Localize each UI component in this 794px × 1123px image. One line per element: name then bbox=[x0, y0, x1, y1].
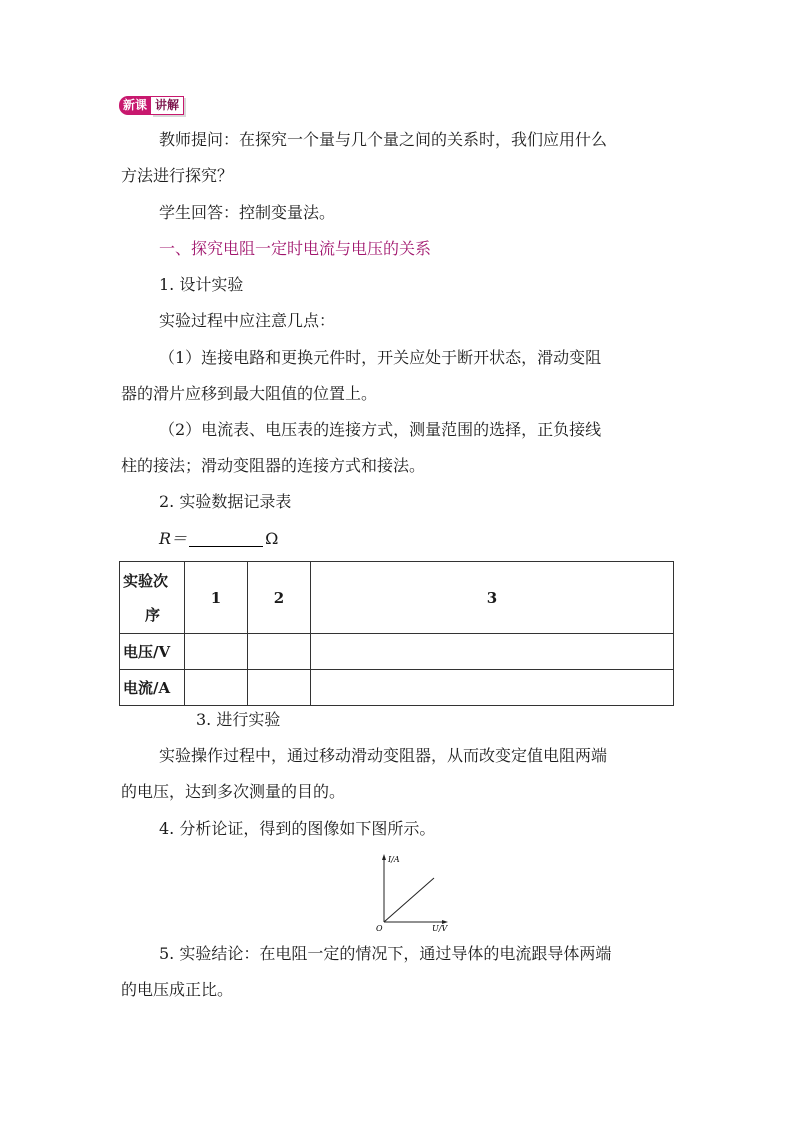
proportional-line bbox=[384, 878, 434, 922]
table-cell bbox=[248, 670, 311, 706]
student-answer: 学生回答：控制变量法。 bbox=[159, 203, 336, 222]
y-axis-arrow bbox=[382, 854, 386, 860]
table-header-row bbox=[120, 562, 674, 634]
header-col-1: 1 bbox=[185, 562, 248, 634]
notes-intro: 实验过程中应注意几点： bbox=[159, 311, 336, 330]
step-3-title: 3. 进行实验 bbox=[196, 710, 281, 729]
table-cell bbox=[311, 670, 674, 706]
conclusion-line1: 5. 实验结论：在电阻一定的情况下，通过导体的电流跟导体两端 bbox=[159, 944, 612, 963]
table-row bbox=[120, 634, 674, 670]
data-record-table bbox=[119, 561, 674, 706]
row-label-voltage: 电压/V bbox=[120, 634, 185, 670]
conclusion-line2: 的电压成正比。 bbox=[121, 980, 234, 999]
header-col-3: 3 bbox=[311, 562, 674, 634]
step-3-text-line2: 的电压，达到多次测量的目的。 bbox=[121, 782, 346, 801]
y-axis-label: I/A bbox=[388, 855, 400, 864]
current-voltage-graph bbox=[372, 852, 452, 932]
note-1-line1: （1）连接电路和更换元件时，开关应处于断开状态，滑动变阻 bbox=[159, 348, 602, 367]
step-2-title: 2. 实验数据记录表 bbox=[159, 492, 292, 511]
origin-label: O bbox=[376, 924, 383, 932]
note-2-line2: 柱的接法；滑动变阻器的连接方式和接法。 bbox=[121, 456, 426, 475]
teacher-question-line2: 方法进行探究？ bbox=[121, 166, 234, 185]
section-heading: 一、探究电阻一定时电流与电压的关系 bbox=[159, 239, 432, 258]
resistance-prefix: R＝ bbox=[159, 529, 188, 548]
table-cell bbox=[248, 634, 311, 670]
badge-explain: 讲解 bbox=[151, 96, 184, 115]
table-cell bbox=[185, 634, 248, 670]
table-cell bbox=[311, 634, 674, 670]
step-3-text-line1: 实验操作过程中，通过移动滑动变阻器，从而改变定值电阻两端 bbox=[159, 746, 608, 765]
x-axis-label: U/V bbox=[432, 924, 448, 932]
header-col-2: 2 bbox=[248, 562, 311, 634]
section-badge bbox=[119, 96, 184, 115]
resistance-label bbox=[159, 529, 278, 549]
header-label-line1: 实验次 bbox=[123, 571, 169, 590]
note-1-line2: 器的滑片应移到最大阻值的位置上。 bbox=[121, 384, 378, 403]
teacher-question-line1: 教师提问：在探究一个量与几个量之间的关系时，我们应用什么 bbox=[159, 130, 608, 149]
step-1-title: 1. 设计实验 bbox=[159, 275, 244, 294]
step-4-text: 4. 分析论证，得到的图像如下图所示。 bbox=[159, 819, 436, 838]
note-2-line1: （2）电流表、电压表的连接方式，测量范围的选择，正负接线 bbox=[159, 420, 602, 439]
table-cell bbox=[185, 670, 248, 706]
header-label-cell bbox=[120, 562, 185, 634]
row-label-current: 电流/A bbox=[120, 670, 185, 706]
header-label-line2: 序 bbox=[145, 605, 161, 624]
table-row bbox=[120, 670, 674, 706]
resistance-unit: Ω bbox=[265, 529, 279, 548]
badge-new-lesson: 新课 bbox=[119, 96, 151, 115]
resistance-blank bbox=[189, 530, 263, 547]
